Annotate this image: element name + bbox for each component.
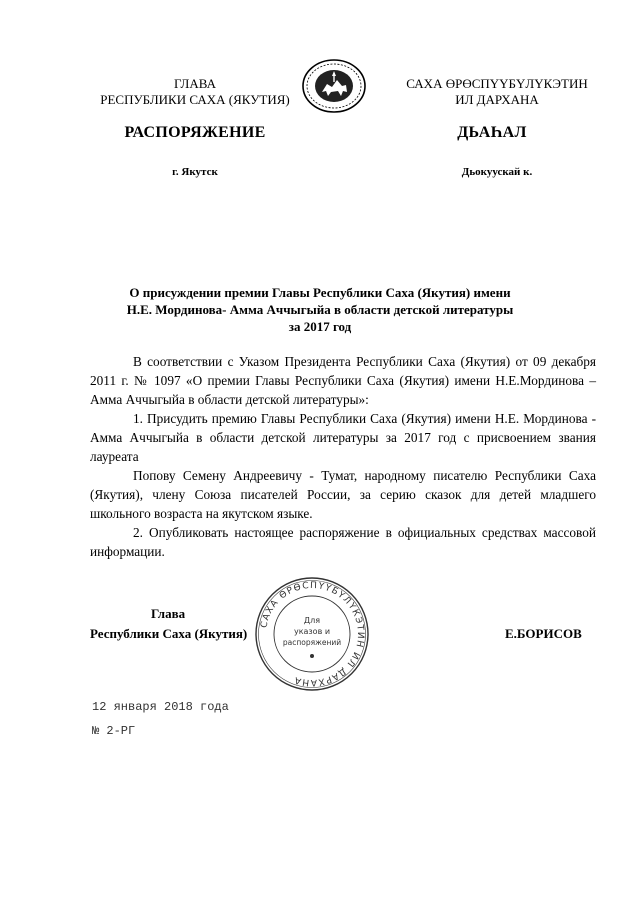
header-right	[382, 76, 612, 108]
signatory-name: Е.БОРИСОВ	[505, 626, 582, 641]
signatory-position-line1: Глава	[151, 606, 186, 621]
document-number: № 2-РГ	[92, 724, 136, 738]
document-title-right: ДЬАҺАЛ	[457, 124, 527, 141]
subject-line1: О присуждении премии Главы Республики Саха (Якутия) имени	[129, 285, 511, 300]
subject-line3: за 2017 год	[288, 319, 352, 334]
header-right-line2: ИЛ ДАРХАНА	[455, 92, 539, 107]
signatory-position-line2: Республики Саха (Якутия)	[90, 626, 248, 641]
stamp-inner-line1: Для	[303, 616, 321, 625]
stamp-outer-text: САХА ӨРӨСПҮҮБҮЛҮКЭТИН ИЛ ДАРХАНА	[259, 580, 366, 688]
header-left-line1: ГЛАВА	[174, 76, 216, 91]
decree-item-1: 1. Присудить премию Главы Республики Саха (Якутия) имени Н.Е. Мординова - Амма Аччыгыйа в области детской литературы за 2017 год с присвоением звания лауреата	[90, 411, 596, 464]
stamp-inner-line2: указов и	[293, 627, 331, 636]
subject-line2: Н.Е. Мординова- Амма Аччыгыйа в области детской литературы	[126, 302, 514, 317]
decree-item-2: 2. Опубликовать настоящее распоряжение в официальных средствах массовой информации.	[90, 525, 596, 559]
city-right: Дьокуускай к.	[461, 166, 533, 178]
official-stamp	[254, 576, 370, 692]
city-left: г. Якутск	[172, 166, 218, 178]
header-right-line1: САХА ӨРӨСПҮҮБҮЛҮКЭТИН	[406, 76, 588, 91]
stamp-inner-line3: распоряжений	[282, 638, 342, 647]
document-body	[90, 352, 596, 561]
document-date: 12 января 2018 года	[92, 700, 229, 714]
header-left	[80, 76, 310, 108]
coat-of-arms-emblem	[301, 58, 367, 114]
preamble-paragraph: В соответствии с Указом Президента Республики Саха (Якутия) от 09 декабря 2011 г. № 1097 «О премии Главы Республики Саха (Якутия) имени Н.Е.Мординова – Амма Аччыгыйа в области детской литературы»:	[90, 354, 596, 407]
document-subject	[60, 284, 580, 335]
laureate-details: Попову Семену Андреевичу - Тумат, народному писателю Республики Саха (Якутия), члену Союза писателей России, за серию сказок для детей младшего школьного возраста на якутском языке.	[90, 468, 596, 521]
header-left-line2: РЕСПУБЛИКИ САХА (ЯКУТИЯ)	[100, 92, 290, 107]
document-title-left: РАСПОРЯЖЕНИЕ	[124, 124, 266, 141]
